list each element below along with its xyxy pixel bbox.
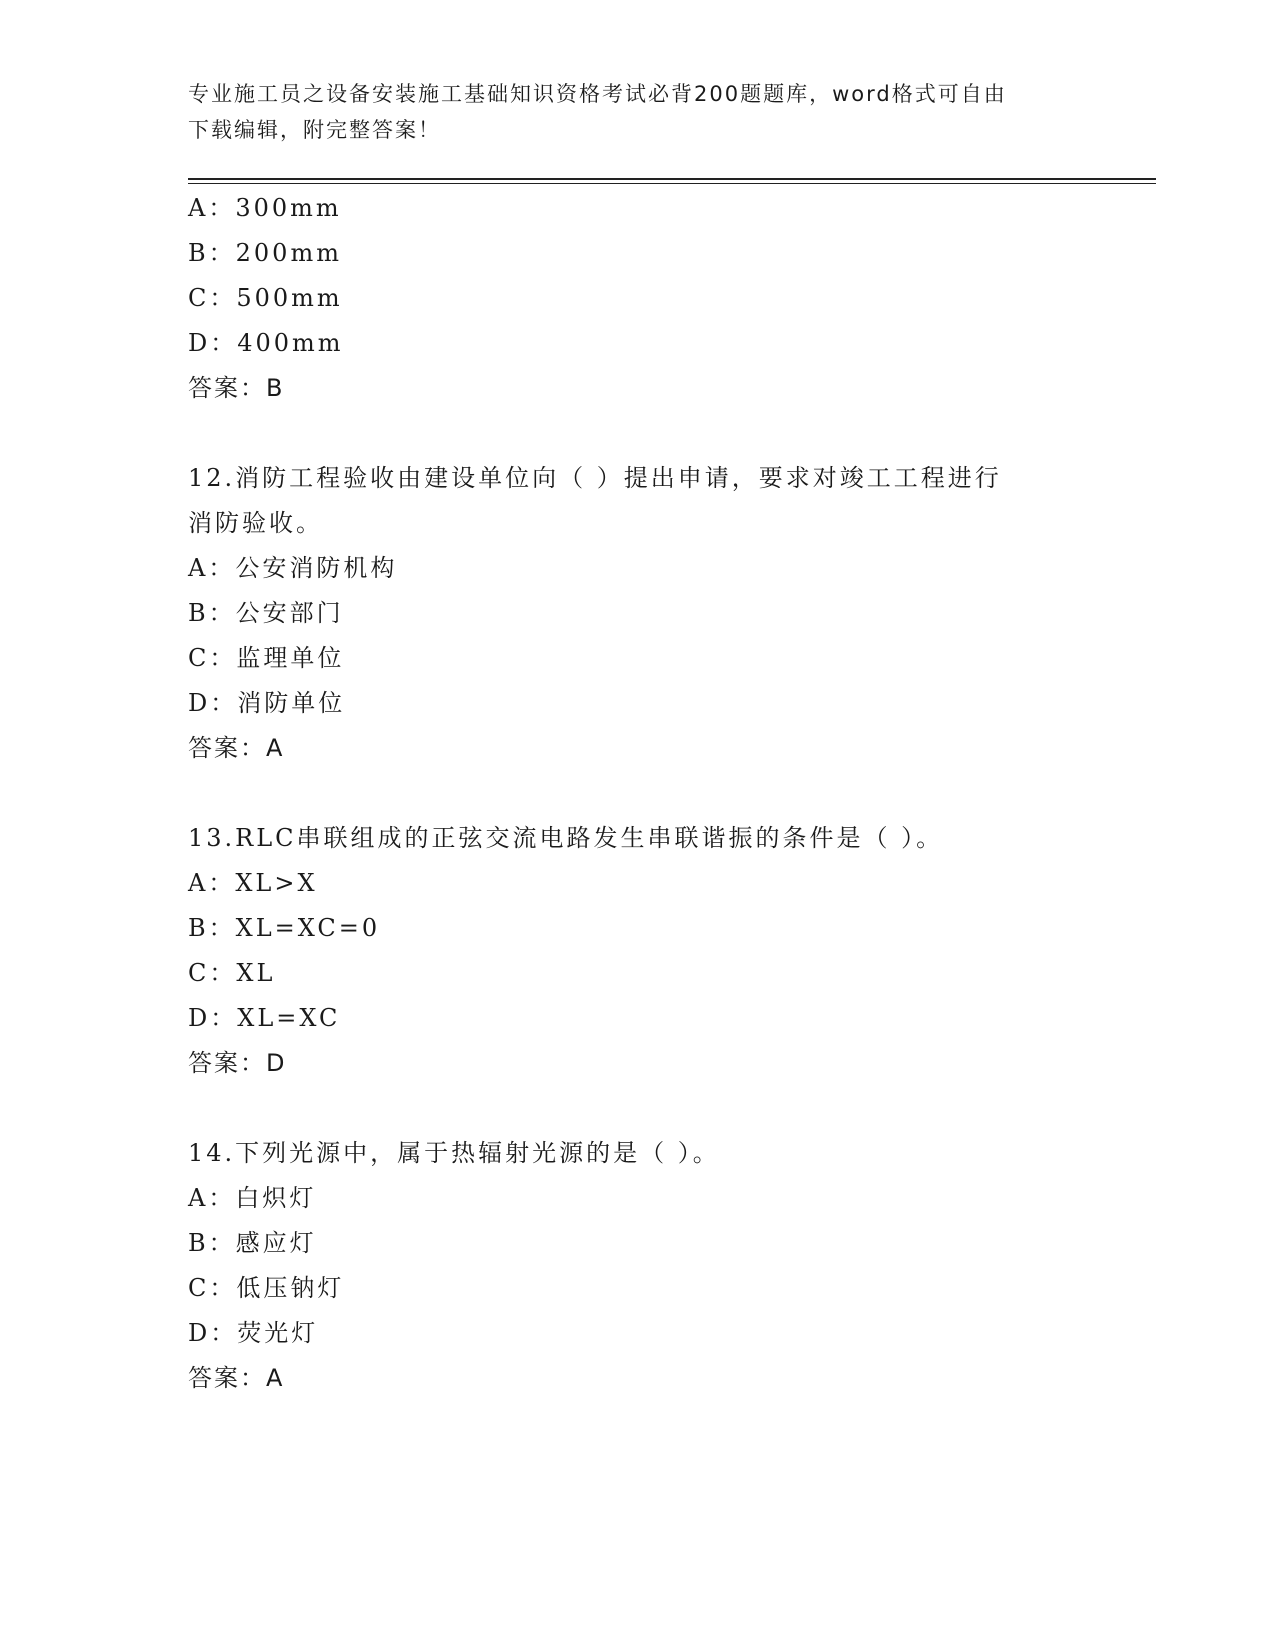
header-line-2: 下载编辑，附完整答案！ bbox=[188, 118, 441, 142]
q11-answer: 答案：B bbox=[188, 374, 285, 402]
q13-option-a: A：XL>X bbox=[188, 869, 318, 897]
q11-option-c: C：500mm bbox=[188, 284, 343, 312]
q13-answer: 答案：D bbox=[188, 1049, 287, 1077]
q13-stem-line-1: 13.RLC串联组成的正弦交流电路发生串联谐振的条件是（ ）。 bbox=[188, 824, 944, 852]
q11-option-d: D：400mm bbox=[188, 329, 344, 357]
q13-option-d: D：XL=XC bbox=[188, 1004, 341, 1032]
q14-option-b: B：感应灯 bbox=[188, 1229, 317, 1257]
q12-option-d: D：消防单位 bbox=[188, 689, 346, 717]
q12-answer: 答案：A bbox=[188, 734, 285, 762]
q14-stem-line-1: 14.下列光源中，属于热辐射光源的是（ ）。 bbox=[188, 1139, 720, 1167]
q14-option-d: D：荧光灯 bbox=[188, 1319, 319, 1347]
q12-option-b: B：公安部门 bbox=[188, 599, 344, 627]
q14-option-c: C：低压钠灯 bbox=[188, 1274, 345, 1302]
q14-answer: 答案：A bbox=[188, 1364, 285, 1392]
document-header bbox=[188, 76, 1068, 148]
header-divider-thin bbox=[188, 183, 1156, 184]
q13-option-b: B：XL=XC=0 bbox=[188, 914, 381, 942]
q11-option-b: B：200mm bbox=[188, 239, 342, 267]
q12-stem-line-1: 12.消防工程验收由建设单位向（ ）提出申请，要求对竣工工程进行 bbox=[188, 464, 1002, 492]
header-divider-thick bbox=[188, 178, 1156, 180]
q12-stem-line-2: 消防验收。 bbox=[188, 509, 323, 537]
q12-option-c: C：监理单位 bbox=[188, 644, 345, 672]
q12-option-a: A：公安消防机构 bbox=[188, 554, 398, 582]
header-line-1: 专业施工员之设备安装施工基础知识资格考试必背200题题库，word格式可自由 bbox=[188, 82, 1007, 106]
q11-option-a: A：300mm bbox=[188, 194, 342, 222]
q14-option-a: A：白炽灯 bbox=[188, 1184, 317, 1212]
q13-option-c: C：XL bbox=[188, 959, 276, 987]
